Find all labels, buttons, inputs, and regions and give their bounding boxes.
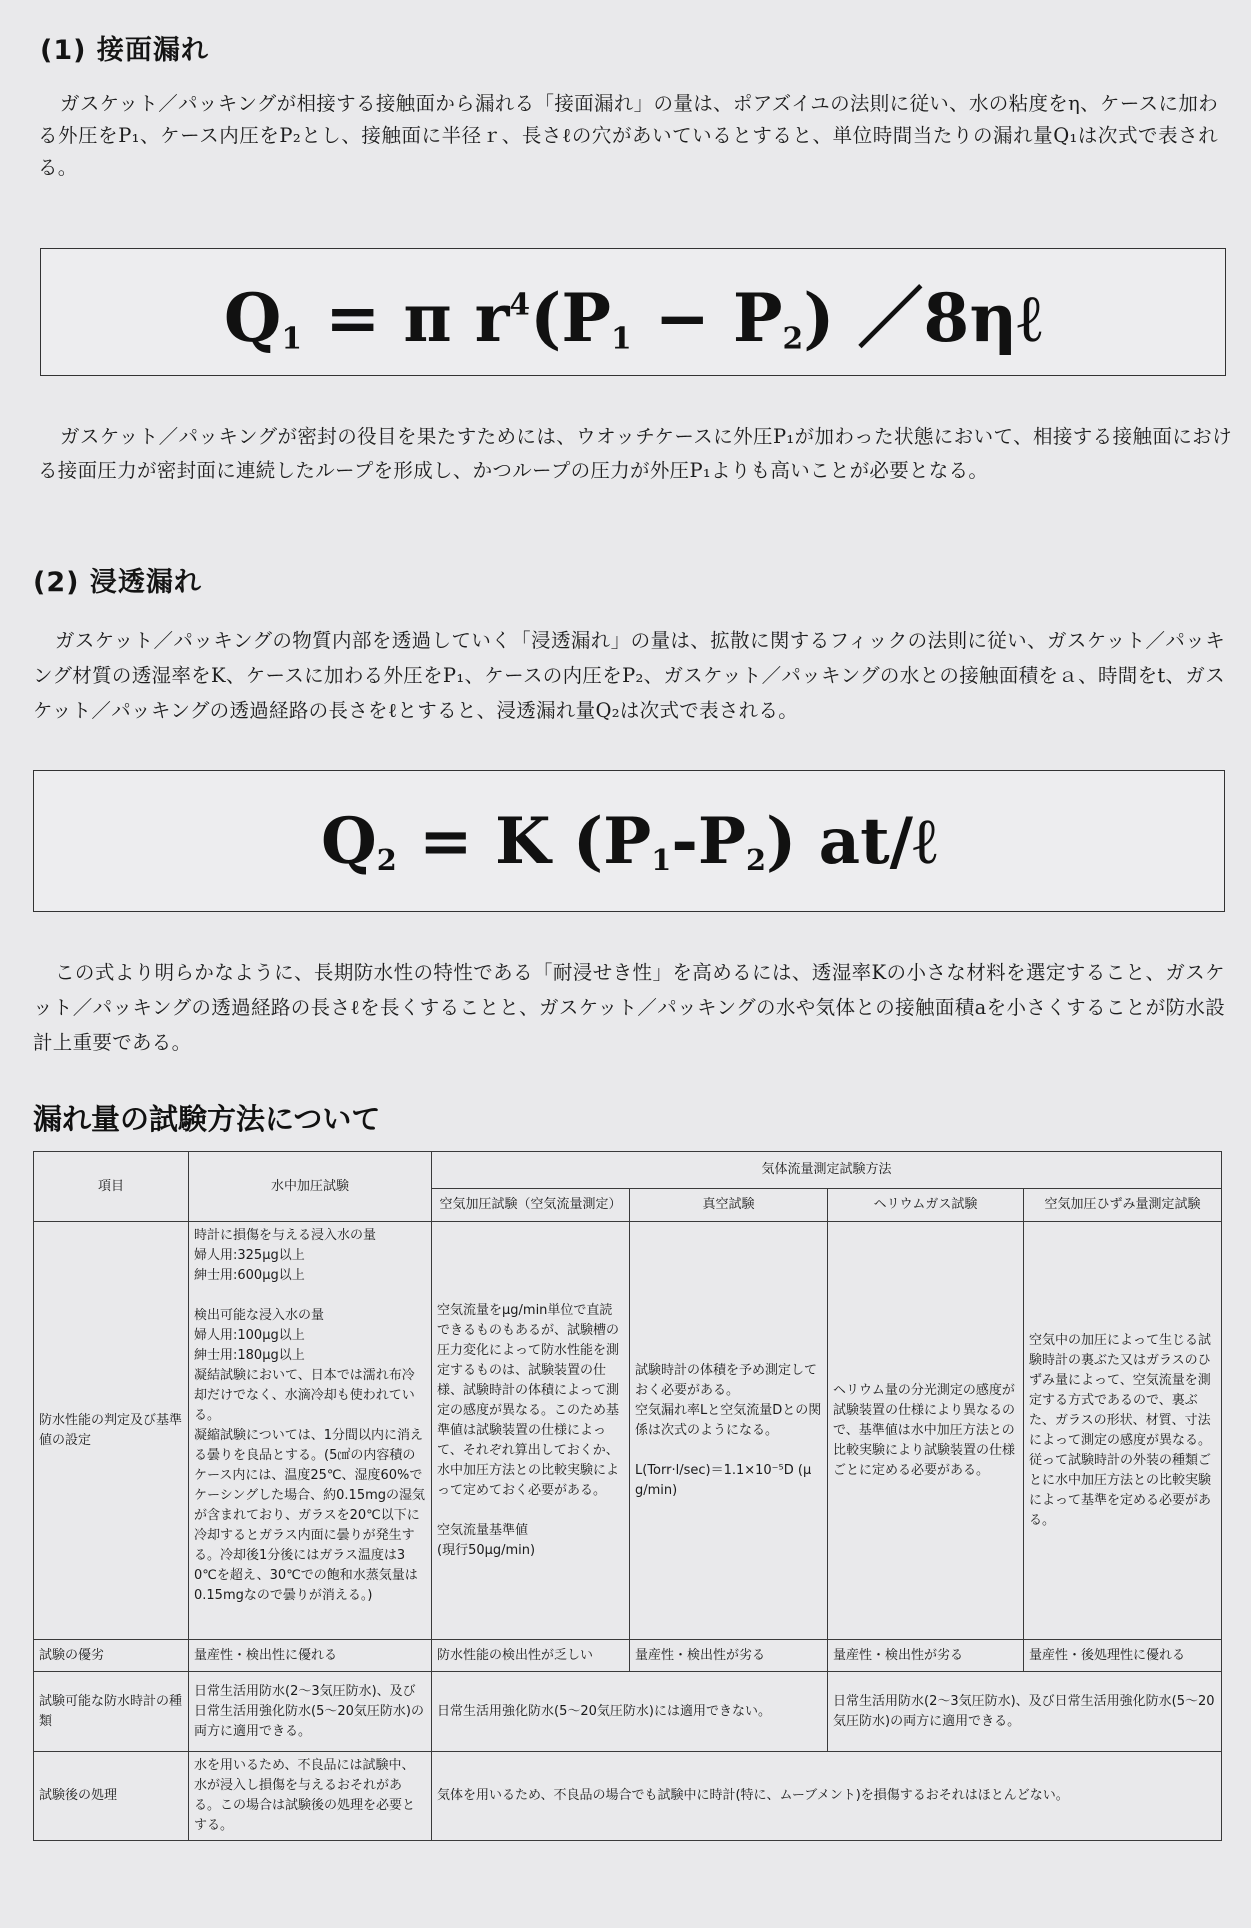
header-item: 項目: [34, 1152, 189, 1222]
cell-strain-judgement: 空気中の加圧によって生じる試験時計の裏ぶた又はガラスのひずみ量によって、空気流量を測定する方式であるので、裏ぶた、ガラスの形状、材質、寸法によって測定の感度が異なる。従って試験時計の外装の種類ごとに水中加圧方法との比較実験によって基準を定める必要がある。: [1024, 1222, 1222, 1640]
heading-permeation-leak: (2) 浸透漏れ: [33, 567, 202, 598]
cell-vacuum-judgement: 試験時計の体積を予め測定しておく必要がある。 空気漏れ率Lと空気流量Dとの関係は次式のようになる。 L(Torr·l/sec)＝1.1×10⁻⁵D (μg/min): [630, 1222, 828, 1640]
header-vacuum-test: 真空試験: [630, 1189, 828, 1222]
row-label-judgement: 防水性能の判定及び基準値の設定: [34, 1222, 189, 1640]
paragraph-permeation-leak-body: この式より明らかなように、長期防水性の特性である「耐浸せき性」を高めるには、透湿率Kの小さな材料を選定すること、ガスケット／パッキングの透過経路の長さℓを長くすることと、ガスケット／パッキングの水や気体との接触面積aを小さくすることが防水設計上重要である。: [33, 961, 1225, 1054]
formula-q2: $Q_2 = K$ $(P_1-P_2)$ at/ℓ: [320, 803, 938, 879]
cell-air-judgement: 空気流量をμg/min単位で直読できるものもあるが、試験槽の圧力変化によって防水性能を測定するものは、試験装置の仕様、試験時計の体積によって測定の感度が異なる。このため基準値は試験装置の仕様によって、それぞれ算出しておくか、水中加圧方法との比較実験によって定めておく必要がある。 空気流量基準値 (現行50μg/min): [432, 1222, 630, 1640]
paragraph-contact-leak-body: ガスケット／パッキングが密封の役目を果たすためには、ウオッチケースに外圧P₁が加わった状態において、相接する接触面における接面圧力が密封面に連続したループを形成し、かつループの圧力が外圧P₁よりも高いことが必要となる。: [38, 425, 1232, 482]
row-label-after-test: 試験後の処理: [34, 1752, 189, 1841]
cell-strain-merits: 量産性・後処理性に優れる: [1024, 1640, 1222, 1672]
table-row: [34, 1640, 1222, 1672]
table-row: [34, 1672, 1222, 1752]
row-label-merits: 試験の優劣: [34, 1640, 189, 1672]
formula-q2-box: [33, 770, 1225, 912]
cell-air-vacuum-watch-types: 日常生活用強化防水(5〜20気圧防水)には適用できない。: [432, 1672, 828, 1752]
formula-q1: $Q_1 = \pi$ $r^4(P_1 - P_2)$ ／8ηℓ: [223, 278, 1043, 357]
cell-helium-judgement: ヘリウム量の分光測定の感度が試験装置の仕様により異なるので、基準値は水中加圧方法との比較実験により試験装置の仕様ごとに定める必要がある。: [828, 1222, 1024, 1640]
cell-helium-merits: 量産性・検出性が劣る: [828, 1640, 1024, 1672]
heading-contact-leak: (1) 接面漏れ: [40, 35, 209, 66]
header-air-pressure-test: 空気加圧試験（空気流量測定）: [432, 1189, 630, 1222]
cell-gas-after-test: 気体を用いるため、不良品の場合でも試験中に時計(特に、ムーブメント)を損傷するおそれはほとんどない。: [432, 1752, 1222, 1841]
table-row: [34, 1752, 1222, 1841]
paragraph-permeation-leak-intro: ガスケット／パッキングの物質内部を透過していく「浸透漏れ」の量は、拡散に関するフィックの法則に従い、ガスケット／パッキング材質の透湿率をK、ケースに加わる外圧をP₁、ケースの内圧をP₂、ガスケット／パッキングの水との接触面積をａ、時間をt、ガスケット／パッキングの透過経路の長さをℓとすると、浸透漏れ量Q₂は次式で表される。: [33, 629, 1225, 722]
row-label-watch-types: 試験可能な防水時計の種類: [34, 1672, 189, 1752]
header-helium-test: ヘリウムガス試験: [828, 1189, 1024, 1222]
formula-q1-box: [40, 248, 1226, 376]
cell-water-watch-types: 日常生活用防水(2〜3気圧防水)、及び日常生活用強化防水(5〜20気圧防水)の両方に適用できる。: [189, 1672, 432, 1752]
heading-test-methods: 漏れ量の試験方法について: [33, 1102, 381, 1136]
header-gas-flow-methods: 気体流量測定試験方法: [432, 1152, 1222, 1189]
cell-helium-strain-watch-types: 日常生活用防水(2〜3気圧防水)、及び日常生活用強化防水(5〜20気圧防水)の両方に適用できる。: [828, 1672, 1222, 1752]
header-strain-test: 空気加圧ひずみ量測定試験: [1024, 1189, 1222, 1222]
paragraph-contact-leak-intro: ガスケット／パッキングが相接する接触面から漏れる「接面漏れ」の量は、ポアズイユの法則に従い、水の粘度をη、ケースに加わる外圧をP₁、ケース内圧をP₂とし、接触面に半径ｒ、長さℓの穴があいているとすると、単位時間当たりの漏れ量Q₁は次式で表される。: [38, 92, 1218, 179]
cell-vacuum-merits: 量産性・検出性が劣る: [630, 1640, 828, 1672]
cell-water-merits: 量産性・検出性に優れる: [189, 1640, 432, 1672]
cell-water-judgement: 時計に損傷を与える浸入水の量 婦人用:325μg以上 紳士用:600μg以上 検出可能な浸入水の量 婦人用:100μg以上 紳士用:180μg以上 凝結試験において、日本では濡れ布冷却だけでなく、水滴冷却も使われている。 凝縮試験については、1分間以内に消える曇りを良品とする。(5㎠の内容積のケース内には、温度25℃、湿度60%でケーシングした場合、約0.15mgの湿気が含まれており、ガラスを20℃以下に冷却するとガラス内面に曇りが発生する。冷却後1分後にはガラス温度は30℃を超え、30℃での飽和水蒸気量は0.15mgなので曇りが消える。): [189, 1222, 432, 1640]
cell-water-after-test: 水を用いるため、不良品には試験中、水が浸入し損傷を与えるおそれがある。この場合は試験後の処理を必要とする。: [189, 1752, 432, 1841]
test-methods-table: [33, 1151, 1222, 1841]
table-row: [34, 1222, 1222, 1640]
header-water-pressure-test: 水中加圧試験: [189, 1152, 432, 1222]
cell-air-merits: 防水性能の検出性が乏しい: [432, 1640, 630, 1672]
